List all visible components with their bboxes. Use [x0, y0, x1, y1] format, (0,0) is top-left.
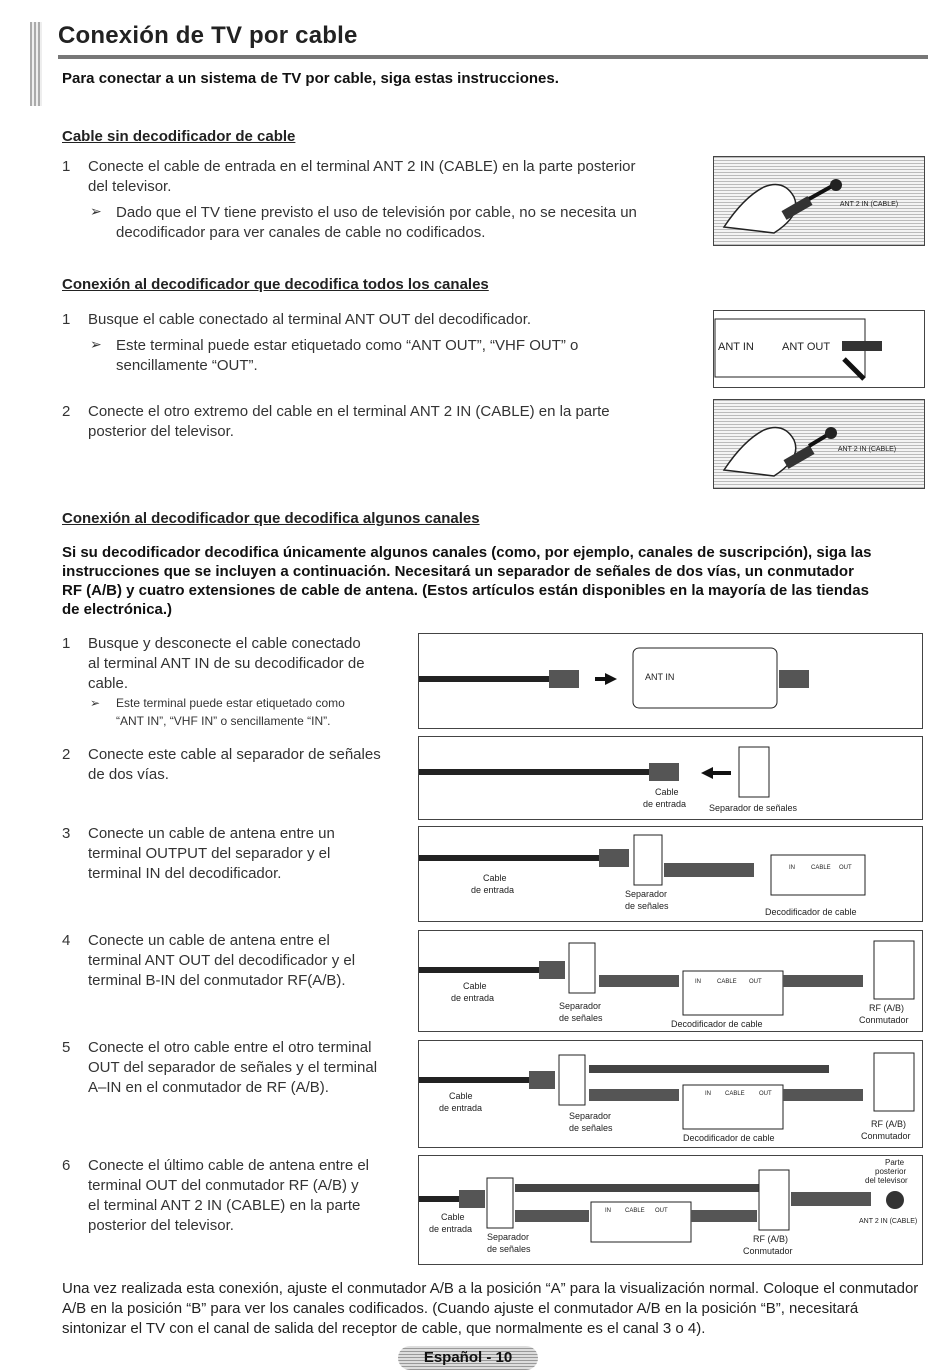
cable-label: Cable: [483, 873, 507, 883]
ant2in-label: ANT 2 IN (CABLE): [859, 1218, 918, 1225]
step-number: 3: [62, 825, 71, 842]
step-number: 1: [62, 635, 71, 652]
bold-instructions: instrucciones que se incluyen a continuación. Necesitará un separador de señales de dos vías, un conmutador: [62, 563, 854, 580]
cable-label: Cable: [655, 787, 679, 797]
de-senales-label: de señales: [625, 901, 669, 911]
figure-step5: [418, 1040, 923, 1148]
step-text: A–IN en el conmutador de RF (A/B).: [88, 1079, 329, 1096]
header-decoration: [30, 22, 42, 106]
step-text: Conecte el cable de entrada en el terminal ANT 2 IN (CABLE) en la parte posterior: [88, 158, 636, 175]
de-senales-label: de señales: [559, 1013, 603, 1023]
note-text: Este terminal puede estar etiquetado como “ANT OUT”, “VHF OUT” o: [116, 337, 579, 354]
section-heading-all-channels: Conexión al decodificador que decodifica todos los canales: [62, 276, 489, 293]
step-text: terminal OUT del conmutador RF (A/B) y: [88, 1177, 359, 1194]
rfab-label: RF (A/B): [869, 1003, 904, 1013]
step-text: terminal OUTPUT del separador y el: [88, 845, 331, 862]
note-text: sencillamente “OUT”.: [116, 357, 258, 374]
step-text: del televisor.: [88, 178, 172, 195]
separador-label: Separador: [559, 1001, 602, 1011]
section-heading-some-channels: Conexión al decodificador que decodifica algunos canales: [62, 510, 480, 527]
closing-paragraph: Una vez realizada esta conexión, ajuste el conmutador A/B a la posición “A” para la visualización normal. Coloque el conmutador A/B en la posición “B” para ver los canales codificados. (Cuando ajuste el conmutador A/B en la posición “B”, necesitará sintonizar el TV con el canal de salida del receptor de cable, que normalmente es el canal 3 o 4).: [62, 1280, 919, 1337]
step-text: Conecte este cable al separador de señales: [88, 746, 381, 763]
separador-label: Separador: [487, 1232, 530, 1242]
page-number-badge: Español - 10: [398, 1346, 538, 1370]
ant2in-label: ANT 2 IN (CABLE): [839, 201, 899, 208]
decoder-label: Decodificador de cable: [765, 907, 857, 917]
de-senales-label: de señales: [569, 1123, 613, 1133]
step-number: 4: [62, 932, 71, 949]
separador-label: Separador: [625, 889, 668, 899]
splitter-label: Separador de señales: [709, 803, 798, 813]
step-text: Conecte un cable de antena entre el: [88, 932, 330, 949]
step-text: terminal IN del decodificador.: [88, 865, 282, 882]
out-label: OUT: [839, 865, 852, 871]
ant-in-label: ANT IN: [645, 672, 675, 682]
step-text: OUT del separador de señales y el terminal: [88, 1059, 378, 1076]
figure-step4: [418, 930, 923, 1032]
out-label: OUT: [655, 1208, 668, 1214]
cable-small-label: CABLE: [717, 979, 737, 985]
figure-tv-cable-connection: [713, 156, 925, 246]
figure-tv-cable-connection-2: [713, 399, 925, 489]
step-text: Conecte el otro cable entre el otro terminal: [88, 1039, 372, 1056]
decoder-label: Decodificador de cable: [683, 1133, 775, 1143]
note-text: Dado que el TV tiene previsto el uso de televisión por cable, no se necesita un: [116, 204, 637, 221]
figure-step6: [418, 1155, 923, 1265]
posterior-label: posterior: [875, 1167, 907, 1176]
step4-diagram: [419, 931, 922, 1031]
rfab-label: RF (A/B): [871, 1119, 906, 1129]
step-text: Conecte el último cable de antena entre el: [88, 1157, 370, 1174]
bold-instructions: Si su decodificador decodifica únicamente algunos canales (como, por ejemplo, canales de suscripción), siga las: [62, 544, 872, 561]
parte-label: Parte: [885, 1158, 905, 1167]
de-entrada-label: de entrada: [471, 885, 515, 895]
cable-label: Cable: [449, 1091, 473, 1101]
step-text: terminal ANT OUT del decodificador y el: [88, 952, 356, 969]
in-label: IN: [789, 865, 795, 871]
cable-small-label: CABLE: [811, 865, 831, 871]
section-heading-no-decoder: Cable sin decodificador de cable: [62, 128, 296, 145]
note-text: “ANT IN”, “VHF IN” o sencillamente “IN”.: [116, 714, 331, 728]
cable-small-label: CABLE: [625, 1208, 645, 1214]
step-number: 2: [62, 746, 71, 763]
cable-label: Cable: [441, 1212, 465, 1222]
switch-label: Conmutador: [743, 1246, 793, 1256]
note-text: decodificador para ver canales de cable no codificados.: [116, 224, 486, 241]
step-text: de dos vías.: [88, 766, 169, 783]
out-label: OUT: [749, 979, 762, 985]
step-number: 1: [62, 311, 71, 328]
de-entrada-label: de entrada: [643, 799, 687, 809]
step-text: el terminal ANT 2 IN (CABLE) en la parte: [88, 1197, 361, 1214]
step-text: Busque y desconecte el cable conectado: [88, 635, 361, 652]
step-number: 2: [62, 403, 71, 420]
intro-text: Para conectar a un sistema de TV por cable, siga estas instrucciones.: [62, 70, 559, 87]
note-arrow-icon: ➢: [90, 696, 101, 710]
note-text: Este terminal puede estar etiquetado como: [116, 696, 345, 710]
ant2in-label: ANT 2 IN (CABLE): [837, 446, 897, 453]
rfab-label: RF (A/B): [753, 1234, 788, 1244]
ant-in-label: ANT IN: [718, 341, 754, 353]
note-arrow-icon: ➢: [90, 336, 102, 352]
title-rule: [58, 55, 928, 59]
step-text: terminal B-IN del conmutador RF(A/B).: [88, 972, 346, 989]
ant-out-label: ANT OUT: [782, 341, 831, 353]
bold-instructions: RF (A/B) y cuatro extensiones de cable de antena. (Estos artículos están disponibles en la mayoría de las tiendas: [62, 582, 869, 599]
figure-step2: [418, 736, 923, 820]
de-entrada-label: de entrada: [429, 1224, 473, 1234]
cable-label: Cable: [463, 981, 487, 991]
step-number: 5: [62, 1039, 71, 1056]
step-text: posterior del televisor.: [88, 423, 234, 440]
figure-step1: [418, 633, 923, 729]
step-text: Conecte el otro extremo del cable en el terminal ANT 2 IN (CABLE) en la parte: [88, 403, 610, 420]
figure-step3: [418, 826, 923, 922]
de-senales-label: de señales: [487, 1244, 531, 1254]
figure-decoder-ant-out: [713, 310, 925, 388]
separador-label: Separador: [569, 1111, 612, 1121]
in-label: IN: [695, 979, 701, 985]
page-title: Conexión de TV por cable: [58, 22, 358, 49]
step-text: cable.: [88, 675, 129, 692]
step-number: 1: [62, 158, 71, 175]
in-label: IN: [605, 1208, 611, 1214]
step-text: al terminal ANT IN de su decodificador de: [88, 655, 365, 672]
switch-label: Conmutador: [859, 1015, 909, 1025]
step-number: 6: [62, 1157, 71, 1174]
del-televisor-label: del televisor: [865, 1176, 908, 1185]
de-entrada-label: de entrada: [439, 1103, 483, 1113]
switch-label: Conmutador: [861, 1131, 911, 1141]
hand-cable-illustration: [714, 400, 924, 488]
step-text: Busque el cable conectado al terminal ANT OUT del decodificador.: [88, 311, 532, 328]
decoder-label: Decodificador de cable: [671, 1019, 763, 1029]
de-entrada-label: de entrada: [451, 993, 495, 1003]
cable-small-label: CABLE: [725, 1091, 745, 1097]
step-text: Conecte un cable de antena entre un: [88, 825, 335, 842]
note-arrow-icon: ➢: [90, 203, 102, 219]
bold-instructions: de electrónica.): [62, 601, 173, 618]
step5-diagram: [419, 1041, 922, 1147]
step-text: posterior del televisor.: [88, 1217, 234, 1234]
out-label: OUT: [759, 1091, 772, 1097]
in-label: IN: [705, 1091, 711, 1097]
